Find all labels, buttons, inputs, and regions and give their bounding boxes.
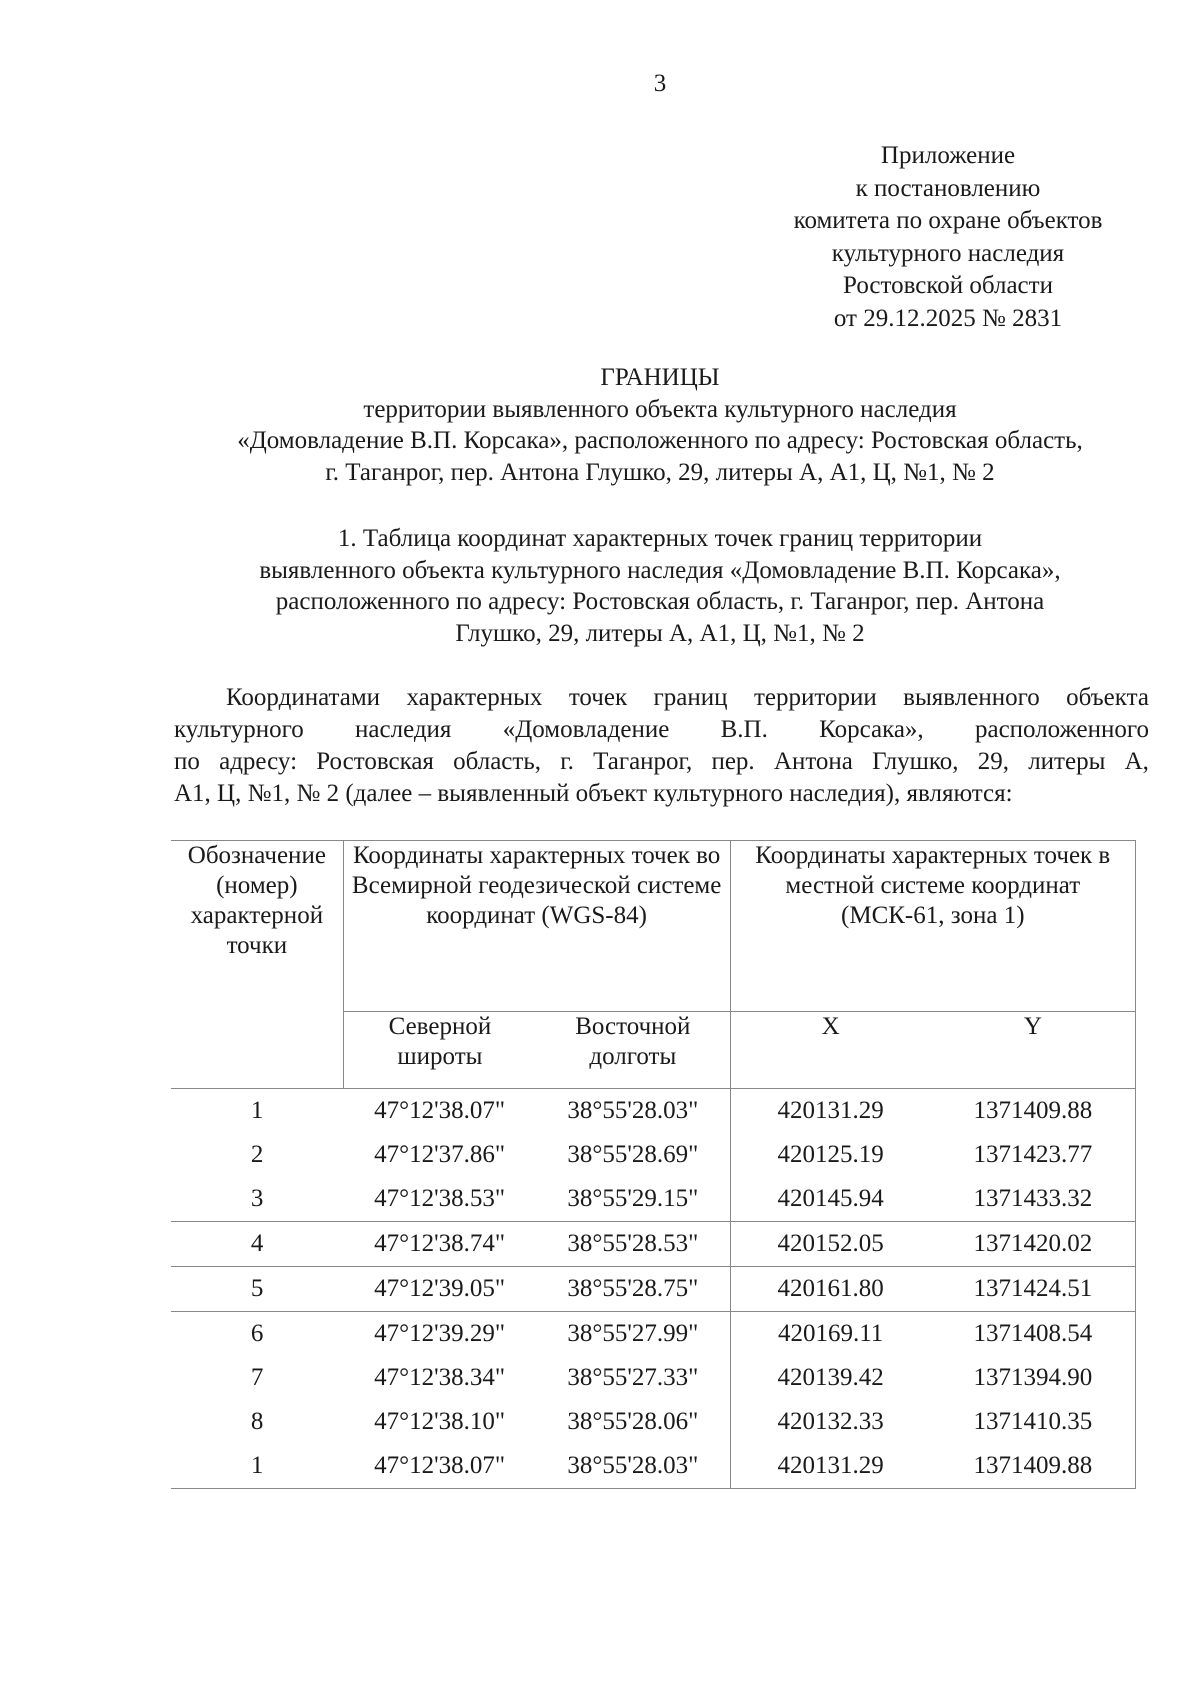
cell-longitude: 38°55'28.53" (536, 1222, 730, 1267)
coordinates-table (171, 840, 1136, 1489)
intro-line-text: А1, Ц, №1, № 2 (далее – выявленный объект культурного наследия), являются: (174, 780, 1013, 807)
intro-word: А, (1124, 748, 1149, 775)
cell-point: 1 (171, 1089, 343, 1134)
cell-latitude: 47°12'38.10" (374, 1408, 506, 1435)
appendix-line: к постановлению (855, 174, 1041, 202)
cell-x: 420131.29 (730, 1444, 931, 1489)
cell-x: 420152.05 (730, 1222, 931, 1267)
intro-word: характерных (406, 684, 543, 711)
cell-point: 8 (250, 1408, 264, 1435)
cell-point: 4 (171, 1222, 343, 1267)
intro-word: Координатами (226, 684, 381, 711)
section-line: Глушко, 29, литеры А, А1, Ц, №1, № 2 (455, 619, 865, 647)
title-line: территории выявленного объекта культурного наследия (363, 395, 957, 423)
table-row (171, 1400, 1136, 1444)
intro-word: по (174, 748, 200, 775)
intro-word: Таганрог, (593, 748, 693, 775)
table-row (171, 1267, 1136, 1312)
cell-x: 420132.33 (730, 1400, 931, 1444)
appendix-line: Ростовской области (843, 272, 1053, 300)
cell-latitude: 47°12'38.53" (374, 1185, 506, 1212)
intro-word: Глушко, (872, 748, 959, 775)
header-latitude: Северной широты (343, 1012, 536, 1089)
cell-y: 1371409.88 (931, 1444, 1136, 1489)
table-row (171, 1356, 1136, 1400)
intro-word: Корсака», (819, 716, 924, 743)
cell-longitude: 38°55'27.99" (536, 1312, 730, 1357)
section-line: выявленного объекта культурного наследия «Домовладение В.П. Корсака», (259, 556, 1061, 584)
cell-y: 1371410.35 (931, 1400, 1136, 1444)
intro-line (174, 714, 1149, 746)
cell-longitude: 38°55'29.15" (567, 1185, 699, 1212)
table-row (171, 1312, 1136, 1357)
cell-longitude: 38°55'28.03" (536, 1089, 730, 1134)
table-row (171, 1089, 1136, 1134)
cell-point: 1 (171, 1444, 343, 1489)
intro-word: Ростовская (316, 748, 434, 775)
cell-x: 420125.19 (730, 1133, 931, 1177)
intro-word: литеры (1028, 748, 1106, 775)
appendix-line: культурного наследия (831, 239, 1065, 267)
cell-longitude: 38°55'27.33" (567, 1364, 699, 1391)
appendix-block (758, 140, 1138, 336)
page-number: 3 (653, 70, 667, 97)
cell-x: 420131.29 (730, 1089, 931, 1134)
section-line: расположенного по адресу: Ростовская область, г. Таганрог, пер. Антона (275, 588, 1045, 615)
cell-latitude: 47°12'38.07" (343, 1089, 536, 1134)
intro-word: границ (653, 684, 728, 711)
cell-latitude: 47°12'37.86" (374, 1141, 506, 1168)
title-line: г. Таганрог, пер. Антона Глушко, 29, литеры А, А1, Ц, №1, № 2 (325, 458, 995, 486)
cell-longitude: 38°55'28.75" (536, 1267, 730, 1312)
table-body (171, 1089, 1136, 1489)
cell-y: 1371409.88 (931, 1089, 1136, 1134)
table-row (171, 1177, 1136, 1222)
cell-y: 1371424.51 (931, 1267, 1136, 1312)
table-row (171, 1133, 1136, 1177)
intro-line (174, 778, 1149, 810)
cell-y: 1371423.77 (931, 1133, 1136, 1177)
intro-word: «Домовладение (502, 716, 670, 743)
cell-y: 1371433.32 (931, 1177, 1136, 1222)
header-longitude: Восточной долготы (575, 1013, 691, 1070)
cell-latitude: 47°12'38.74" (343, 1222, 536, 1267)
intro-word: расположенного (974, 716, 1149, 743)
intro-word: г. (560, 748, 574, 775)
cell-latitude: 47°12'38.07" (343, 1444, 536, 1489)
intro-word: область, (453, 748, 541, 775)
document-title (170, 362, 1150, 488)
intro-word: наследия (355, 716, 452, 743)
cell-y: 1371408.54 (931, 1312, 1136, 1357)
cell-longitude: 38°55'28.03" (536, 1444, 730, 1489)
intro-word: территории (753, 684, 877, 711)
cell-point: 7 (250, 1364, 264, 1391)
intro-paragraph (174, 682, 1149, 810)
intro-word: точек (568, 684, 628, 711)
intro-word: Антона (773, 748, 853, 775)
cell-x: 420161.80 (730, 1267, 931, 1312)
cell-point: 6 (171, 1312, 343, 1357)
cell-point: 5 (171, 1267, 343, 1312)
cell-latitude: 47°12'39.05" (343, 1267, 536, 1312)
appendix-line: от 29.12.2025 № 2831 (833, 304, 1063, 332)
appendix-line: комитета по охране объектов (793, 207, 1103, 235)
intro-word: объекта (1066, 684, 1149, 711)
cell-y: 1371420.02 (931, 1222, 1136, 1267)
appendix-line: Приложение (880, 142, 1016, 169)
header-wgs84: Координаты характерных точек во Всемирной геодезической системе координат (WGS-84) (343, 841, 730, 1012)
intro-word: культурного (174, 716, 304, 743)
intro-line (174, 682, 1149, 714)
section-title (170, 523, 1150, 649)
cell-x: 420139.42 (730, 1356, 931, 1400)
cell-point: 2 (250, 1141, 264, 1168)
cell-x: 420145.94 (730, 1177, 931, 1222)
intro-line (174, 746, 1149, 778)
cell-longitude: 38°55'28.06" (567, 1408, 699, 1435)
table-row (171, 1444, 1136, 1489)
cell-longitude: 38°55'28.69" (567, 1141, 699, 1168)
cell-latitude: 47°12'38.34" (374, 1364, 506, 1391)
intro-word: 29, (977, 748, 1009, 775)
cell-x: 420169.11 (730, 1312, 931, 1357)
header-point-number: Обозначение (номер) характерной точки (171, 841, 343, 1089)
title-heading: ГРАНИЦЫ (600, 364, 720, 391)
cell-point: 3 (250, 1185, 264, 1212)
cell-y: 1371394.90 (931, 1356, 1136, 1400)
header-x: X (730, 1012, 931, 1089)
title-line: «Домовладение В.П. Корсака», расположенного по адресу: Ростовская область, (237, 427, 1083, 454)
table-row (171, 1222, 1136, 1267)
section-line: 1. Таблица координат характерных точек границ территории (337, 525, 983, 552)
intro-word: выявленного (903, 684, 1040, 711)
header-msk61: Координаты характерных точек в местной системе координат (МСК-61, зона 1) (730, 841, 1135, 1012)
intro-word: пер. (711, 748, 755, 775)
cell-latitude: 47°12'39.29" (343, 1312, 536, 1357)
header-y: Y (931, 1012, 1136, 1089)
intro-word: адресу: (219, 748, 298, 775)
intro-word: В.П. (720, 716, 768, 743)
